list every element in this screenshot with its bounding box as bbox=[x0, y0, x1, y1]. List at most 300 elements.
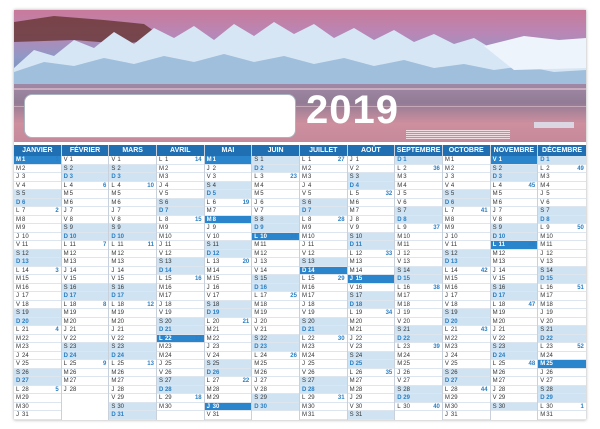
day-row bbox=[62, 199, 109, 208]
day-letter: M bbox=[254, 310, 260, 316]
day-letter: M bbox=[349, 259, 355, 265]
day-row bbox=[538, 207, 586, 216]
day-number: 3 bbox=[355, 174, 359, 180]
day-number: 7 bbox=[307, 208, 312, 214]
day-letter: S bbox=[492, 403, 497, 410]
day-number: 31 bbox=[307, 412, 315, 418]
day-row bbox=[205, 301, 252, 310]
day-number: 21 bbox=[450, 327, 458, 333]
week-number: 29 bbox=[337, 276, 345, 282]
day-row bbox=[443, 207, 490, 216]
day-number: 22 bbox=[69, 335, 77, 342]
day-letter: J bbox=[301, 361, 305, 367]
day-row bbox=[252, 267, 299, 276]
day-number: 22 bbox=[260, 335, 267, 342]
day-row bbox=[205, 275, 252, 284]
day-row bbox=[252, 318, 299, 327]
day-row bbox=[14, 199, 61, 208]
week-number: 24 bbox=[290, 233, 297, 240]
day-number: 8 bbox=[69, 216, 73, 223]
day-letter: L bbox=[444, 386, 449, 393]
day-row bbox=[300, 250, 347, 259]
week-number: 52 bbox=[577, 344, 584, 350]
day-letter: S bbox=[111, 225, 116, 231]
day-row bbox=[205, 233, 252, 242]
day-row bbox=[538, 250, 586, 259]
day-letter: S bbox=[540, 386, 545, 393]
day-letter: D bbox=[492, 352, 497, 359]
day-row bbox=[157, 233, 204, 242]
day-row bbox=[491, 233, 538, 242]
day-letter: V bbox=[397, 318, 402, 325]
day-number: 7 bbox=[546, 208, 550, 214]
day-number: 30 bbox=[164, 403, 172, 410]
day-row bbox=[538, 394, 586, 403]
day-letter: L bbox=[16, 386, 20, 393]
day-row bbox=[157, 199, 204, 208]
day-row bbox=[443, 190, 490, 199]
day-number: 31 bbox=[117, 412, 124, 418]
day-letter: M bbox=[16, 344, 21, 350]
day-row bbox=[157, 250, 204, 259]
day-letter: D bbox=[63, 174, 68, 180]
day-letter: M bbox=[158, 344, 164, 350]
day-number: 14 bbox=[403, 267, 410, 274]
day-row bbox=[109, 275, 156, 284]
day-number: 28 bbox=[403, 386, 410, 393]
day-row bbox=[538, 318, 586, 327]
day-number: 28 bbox=[117, 386, 124, 393]
day-row bbox=[491, 241, 538, 250]
month-header: JUILLET bbox=[300, 145, 347, 156]
day-number: 2 bbox=[403, 165, 407, 172]
day-number: 1 bbox=[403, 157, 407, 163]
day-letter: D bbox=[16, 378, 21, 384]
day-number: 1 bbox=[212, 157, 216, 163]
day-number: 20 bbox=[260, 318, 267, 325]
day-number: 17 bbox=[260, 293, 267, 299]
day-row bbox=[348, 292, 395, 301]
day-letter: M bbox=[206, 276, 212, 282]
day-row bbox=[538, 309, 586, 318]
day-letter: M bbox=[444, 165, 450, 172]
day-row bbox=[348, 241, 395, 250]
day-row bbox=[395, 233, 442, 242]
day-row bbox=[157, 284, 204, 293]
day-row bbox=[348, 335, 395, 344]
day-letter: V bbox=[540, 378, 545, 384]
day-row bbox=[443, 224, 490, 233]
week-number: 15 bbox=[194, 216, 202, 223]
day-number: 19 bbox=[260, 310, 267, 316]
day-row bbox=[14, 173, 61, 182]
day-row bbox=[205, 199, 252, 208]
week-number: 3 bbox=[55, 267, 59, 274]
day-row bbox=[538, 199, 586, 208]
day-letter: J bbox=[301, 182, 305, 189]
day-row bbox=[157, 292, 204, 301]
day-letter: D bbox=[254, 284, 259, 291]
day-letter: V bbox=[16, 361, 21, 367]
day-row bbox=[157, 224, 204, 233]
day-number: 7 bbox=[22, 208, 26, 214]
day-number: 15 bbox=[403, 276, 410, 282]
day-letter: D bbox=[397, 335, 402, 342]
day-row bbox=[14, 156, 61, 165]
day-letter: J bbox=[349, 216, 353, 223]
day-number: 6 bbox=[22, 199, 26, 206]
day-number: 9 bbox=[117, 225, 121, 231]
day-row bbox=[157, 165, 204, 174]
day-number: 8 bbox=[355, 216, 359, 223]
day-number: 18 bbox=[117, 301, 124, 308]
day-letter: M bbox=[444, 276, 450, 282]
day-number: 2 bbox=[117, 165, 121, 172]
week-number: 46 bbox=[528, 242, 536, 248]
day-letter: S bbox=[349, 293, 354, 299]
day-letter: V bbox=[63, 335, 68, 342]
day-row bbox=[109, 156, 156, 165]
day-number: 23 bbox=[260, 344, 267, 350]
day-row bbox=[62, 377, 109, 386]
day-letter: S bbox=[492, 165, 497, 172]
day-letter: M bbox=[492, 310, 498, 316]
day-row bbox=[14, 403, 61, 412]
day-row bbox=[14, 241, 61, 250]
day-row bbox=[443, 411, 490, 420]
day-number: 7 bbox=[69, 208, 73, 214]
week-number: 21 bbox=[242, 318, 250, 325]
month-column bbox=[491, 145, 539, 420]
day-row bbox=[300, 411, 347, 420]
day-letter: D bbox=[254, 344, 259, 350]
day-letter: S bbox=[111, 165, 116, 172]
day-letter: S bbox=[158, 259, 163, 265]
day-number: 24 bbox=[69, 352, 77, 359]
day-letter: M bbox=[397, 352, 403, 359]
day-row bbox=[538, 216, 586, 225]
day-number: 10 bbox=[260, 233, 267, 240]
day-row bbox=[62, 267, 109, 276]
day-row bbox=[395, 343, 442, 352]
week-number: 34 bbox=[385, 310, 393, 316]
day-letter: M bbox=[301, 174, 307, 180]
day-letter: D bbox=[349, 361, 354, 367]
day-number: 19 bbox=[69, 310, 77, 316]
month-header: DÉCEMBRE bbox=[538, 145, 586, 156]
day-number: 20 bbox=[355, 318, 363, 325]
day-row bbox=[109, 352, 156, 361]
day-row bbox=[109, 309, 156, 318]
day-row bbox=[109, 360, 156, 369]
day-letter: J bbox=[492, 208, 496, 214]
day-row bbox=[300, 309, 347, 318]
day-number: 12 bbox=[498, 250, 506, 257]
day-number: 6 bbox=[546, 199, 550, 206]
day-letter: S bbox=[206, 182, 211, 189]
day-number: 22 bbox=[164, 335, 172, 342]
day-row bbox=[300, 386, 347, 395]
day-number: 3 bbox=[307, 174, 312, 180]
day-row bbox=[109, 182, 156, 191]
day-row bbox=[14, 292, 61, 301]
day-number: 8 bbox=[164, 216, 169, 223]
day-row bbox=[538, 173, 586, 182]
day-row bbox=[14, 411, 61, 420]
day-number: 31 bbox=[212, 412, 220, 418]
day-letter: J bbox=[16, 293, 19, 299]
day-number: 14 bbox=[498, 267, 506, 274]
day-letter: S bbox=[397, 267, 402, 274]
week-number: 11 bbox=[147, 242, 154, 248]
day-row bbox=[109, 326, 156, 335]
day-letter: J bbox=[444, 174, 448, 180]
day-letter: M bbox=[540, 242, 546, 248]
day-row bbox=[443, 199, 490, 208]
day-letter: M bbox=[397, 233, 403, 240]
day-row bbox=[62, 233, 109, 242]
day-number: 25 bbox=[260, 361, 267, 367]
day-letter: D bbox=[158, 267, 164, 274]
day-number: 2 bbox=[355, 165, 359, 172]
day-row bbox=[443, 275, 490, 284]
day-letter: D bbox=[444, 318, 450, 325]
day-letter: M bbox=[301, 225, 307, 231]
day-row bbox=[491, 190, 538, 199]
day-number: 26 bbox=[307, 369, 315, 376]
day-number: 8 bbox=[117, 216, 121, 223]
day-row bbox=[538, 165, 586, 174]
day-number: 25 bbox=[117, 361, 124, 367]
day-letter: M bbox=[492, 191, 498, 197]
day-letter: J bbox=[111, 208, 115, 214]
day-number: 4 bbox=[450, 182, 455, 189]
week-number: 22 bbox=[242, 378, 250, 384]
day-row bbox=[205, 411, 252, 420]
day-letter: M bbox=[492, 378, 498, 384]
day-number: 27 bbox=[546, 378, 553, 384]
day-row bbox=[205, 352, 252, 361]
day-letter: S bbox=[301, 318, 306, 325]
day-number: 30 bbox=[450, 403, 458, 410]
day-letter: M bbox=[16, 165, 21, 172]
day-letter: D bbox=[254, 403, 259, 410]
day-number: 23 bbox=[22, 344, 29, 350]
week-number: 19 bbox=[242, 199, 250, 206]
day-letter: D bbox=[349, 242, 354, 248]
month-header: NOVEMBRE bbox=[491, 145, 538, 156]
day-row bbox=[300, 173, 347, 182]
day-letter: M bbox=[301, 352, 307, 359]
day-letter: D bbox=[301, 386, 307, 393]
day-letter: M bbox=[206, 208, 212, 214]
day-number: 29 bbox=[117, 395, 124, 401]
day-number: 15 bbox=[450, 276, 458, 282]
day-number: 11 bbox=[212, 242, 219, 248]
day-row bbox=[300, 343, 347, 352]
day-row bbox=[538, 352, 586, 361]
day-letter: S bbox=[444, 369, 449, 376]
day-letter: M bbox=[111, 191, 117, 197]
day-number: 17 bbox=[307, 293, 315, 299]
day-number: 17 bbox=[355, 293, 363, 299]
day-row bbox=[300, 369, 347, 378]
day-row bbox=[300, 267, 347, 276]
day-number: 1 bbox=[355, 157, 359, 163]
day-number: 22 bbox=[546, 335, 553, 342]
day-row bbox=[109, 403, 156, 412]
day-number: 22 bbox=[307, 335, 315, 342]
day-row bbox=[348, 216, 395, 225]
day-number: 30 bbox=[546, 403, 553, 410]
day-letter: J bbox=[63, 327, 67, 333]
day-row bbox=[300, 199, 347, 208]
day-letter: S bbox=[540, 267, 545, 274]
day-letter: M bbox=[158, 403, 164, 410]
day-number: 30 bbox=[498, 403, 506, 410]
day-letter: S bbox=[16, 369, 21, 376]
day-letter: V bbox=[492, 335, 497, 342]
day-row bbox=[348, 173, 395, 182]
day-number: 6 bbox=[69, 199, 73, 206]
day-number: 9 bbox=[164, 225, 169, 231]
day-number: 5 bbox=[355, 191, 359, 197]
day-number: 12 bbox=[546, 250, 553, 257]
day-number: 22 bbox=[117, 335, 124, 342]
day-number: 19 bbox=[307, 310, 315, 316]
month-column bbox=[62, 145, 110, 420]
months-grid bbox=[14, 145, 586, 420]
day-row bbox=[14, 284, 61, 293]
day-number: 24 bbox=[546, 352, 553, 359]
day-row bbox=[348, 190, 395, 199]
day-row bbox=[14, 233, 61, 242]
day-row bbox=[491, 216, 538, 225]
day-letter: L bbox=[63, 361, 67, 367]
day-number: 1 bbox=[546, 157, 550, 163]
day-letter: M bbox=[16, 335, 21, 342]
day-letter: S bbox=[254, 216, 259, 223]
day-letter: S bbox=[492, 225, 497, 231]
day-letter: M bbox=[206, 327, 212, 333]
day-letter: S bbox=[158, 378, 163, 384]
day-number: 23 bbox=[498, 344, 506, 350]
day-letter: S bbox=[444, 310, 449, 316]
day-letter: V bbox=[63, 216, 68, 223]
day-number: 11 bbox=[403, 242, 410, 248]
day-number: 10 bbox=[212, 233, 220, 240]
day-number: 6 bbox=[117, 199, 121, 206]
day-row bbox=[109, 250, 156, 259]
day-row bbox=[14, 369, 61, 378]
day-row bbox=[395, 267, 442, 276]
day-number: 19 bbox=[212, 310, 220, 316]
day-letter: M bbox=[397, 361, 403, 367]
day-row bbox=[300, 258, 347, 267]
day-row bbox=[395, 394, 442, 403]
day-row bbox=[205, 207, 252, 216]
day-number: 13 bbox=[164, 259, 172, 265]
day-letter: M bbox=[111, 259, 117, 265]
day-row bbox=[109, 318, 156, 327]
day-number: 14 bbox=[355, 267, 363, 274]
month-column bbox=[443, 145, 491, 420]
day-number: 6 bbox=[450, 199, 455, 206]
day-letter: L bbox=[349, 369, 353, 376]
day-letter: V bbox=[111, 216, 116, 223]
day-row bbox=[348, 199, 395, 208]
day-row bbox=[443, 403, 490, 412]
day-row bbox=[300, 318, 347, 327]
day-letter: D bbox=[301, 267, 307, 274]
day-row bbox=[395, 309, 442, 318]
day-number: 10 bbox=[22, 233, 29, 240]
day-letter: D bbox=[111, 293, 116, 299]
day-row bbox=[348, 343, 395, 352]
day-letter: M bbox=[158, 174, 164, 180]
day-number: 2 bbox=[450, 165, 455, 172]
day-number: 24 bbox=[498, 352, 506, 359]
day-number: 12 bbox=[355, 250, 363, 257]
day-number: 20 bbox=[307, 318, 315, 325]
day-letter: M bbox=[254, 250, 260, 257]
day-row bbox=[252, 394, 299, 403]
week-number: 51 bbox=[577, 284, 584, 291]
day-number: 20 bbox=[212, 318, 220, 325]
day-row bbox=[491, 301, 538, 310]
day-row bbox=[443, 335, 490, 344]
day-number: 11 bbox=[260, 242, 267, 248]
day-row bbox=[109, 386, 156, 395]
day-row bbox=[538, 403, 586, 412]
day-number: 10 bbox=[355, 233, 363, 240]
day-letter: L bbox=[397, 165, 401, 172]
day-row bbox=[395, 335, 442, 344]
day-letter: M bbox=[63, 310, 69, 316]
day-letter: J bbox=[111, 267, 115, 274]
day-row bbox=[300, 360, 347, 369]
day-letter: S bbox=[254, 335, 259, 342]
day-letter: J bbox=[111, 327, 115, 333]
day-letter: M bbox=[111, 250, 117, 257]
day-row bbox=[538, 301, 586, 310]
day-letter: L bbox=[158, 157, 163, 163]
day-letter: M bbox=[301, 165, 307, 172]
day-number: 30 bbox=[307, 403, 315, 410]
day-number: 17 bbox=[69, 293, 77, 299]
day-row bbox=[300, 326, 347, 335]
day-number: 22 bbox=[212, 335, 220, 342]
day-row bbox=[538, 190, 586, 199]
day-row bbox=[109, 284, 156, 293]
day-letter: L bbox=[301, 335, 306, 342]
day-row bbox=[491, 292, 538, 301]
week-number: 41 bbox=[480, 208, 488, 214]
day-number: 27 bbox=[403, 378, 410, 384]
day-row bbox=[252, 241, 299, 250]
day-number: 29 bbox=[260, 395, 267, 401]
day-letter: M bbox=[444, 157, 450, 163]
week-number: 12 bbox=[147, 301, 154, 308]
day-letter: L bbox=[111, 242, 115, 248]
day-number: 16 bbox=[498, 284, 506, 291]
day-letter: D bbox=[540, 335, 545, 342]
day-row bbox=[157, 352, 204, 361]
day-number: 5 bbox=[403, 191, 407, 197]
day-number: 18 bbox=[355, 301, 363, 308]
day-letter: M bbox=[206, 335, 212, 342]
day-letter: M bbox=[254, 361, 260, 367]
